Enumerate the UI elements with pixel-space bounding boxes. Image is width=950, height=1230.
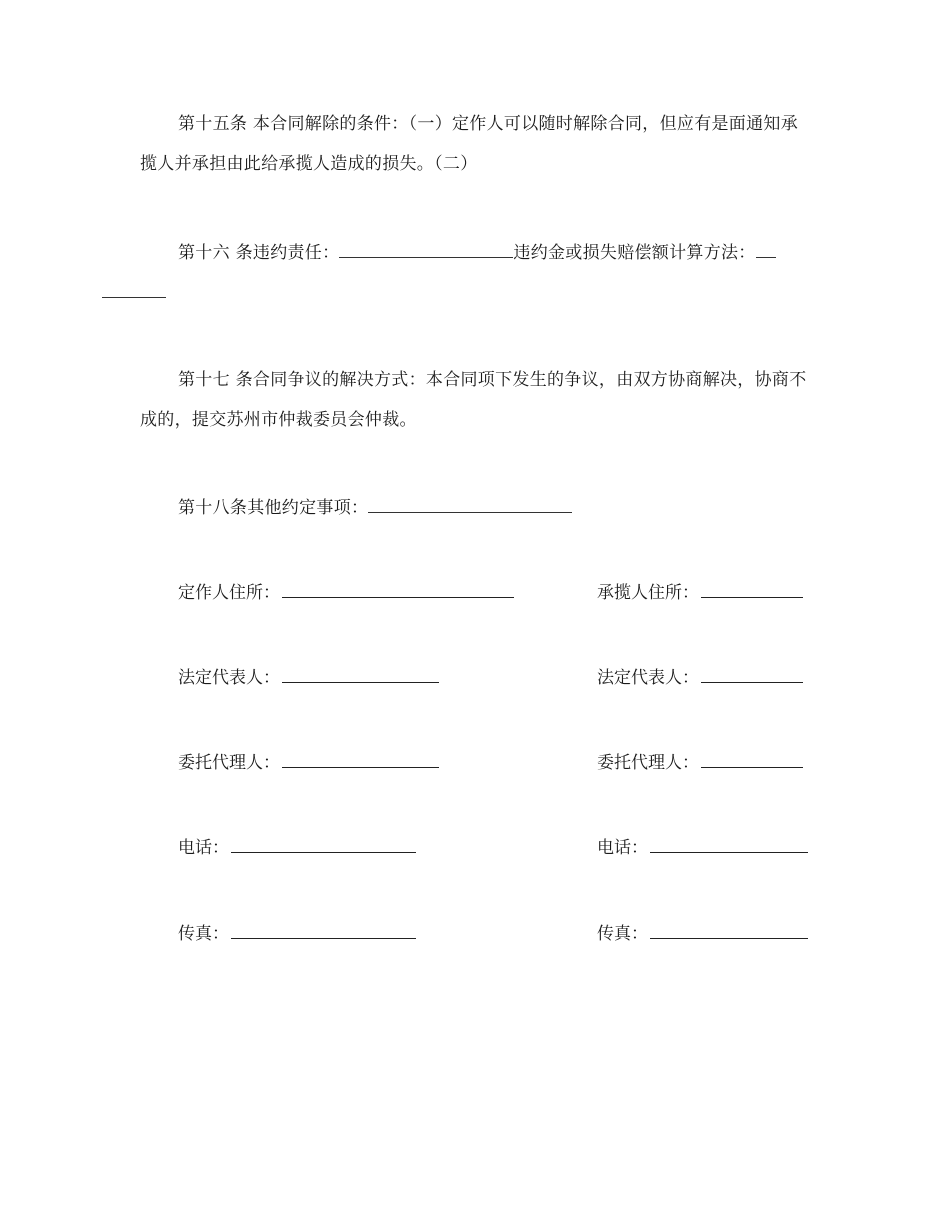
- contractor-address-line[interactable]: [701, 579, 803, 598]
- client-fax-label: 传真：: [178, 924, 229, 944]
- contractor-agent-field: [597, 749, 803, 776]
- clause-16-blank-2a[interactable]: [756, 235, 776, 258]
- clause-18: [140, 488, 812, 528]
- clause-16-text-a: 第十六 条违约责任：: [178, 243, 340, 263]
- contractor-legal-rep-field: [597, 664, 803, 691]
- contractor-fax-label: 传真：: [597, 924, 648, 944]
- client-address-field: [178, 579, 514, 606]
- contractor-fax-line[interactable]: [650, 920, 808, 939]
- client-address-label: 定作人住所：: [178, 583, 280, 603]
- client-fax-field: [178, 920, 416, 947]
- client-phone-field: [178, 834, 416, 861]
- contractor-legal-rep-label: 法定代表人：: [597, 668, 699, 688]
- contractor-phone-label: 电话：: [597, 838, 648, 858]
- clause-18-text: 第十八条其他约定事项：: [178, 498, 369, 518]
- clause-16-blank-1[interactable]: [339, 235, 513, 258]
- contractor-legal-rep-line[interactable]: [701, 664, 803, 683]
- clause-15: [140, 104, 812, 184]
- contractor-agent-label: 委托代理人：: [597, 753, 699, 773]
- client-agent-label: 委托代理人：: [178, 753, 280, 773]
- clause-17: [140, 360, 812, 440]
- client-phone-line[interactable]: [231, 834, 416, 853]
- contractor-address-field: [597, 579, 803, 606]
- client-agent-line[interactable]: [282, 749, 439, 768]
- clause-16: [140, 233, 812, 313]
- clause-15-text: 第十五条 本合同解除的条件：（一）定作人可以随时解除合同，但应有是面通知承揽人并承担由此给承揽人造成的损失。（二）: [140, 114, 799, 174]
- contractor-fax-field: [597, 920, 808, 947]
- clause-16-text-b: 违约金或损失赔偿额计算方法：: [513, 243, 756, 263]
- contractor-phone-field: [597, 834, 808, 861]
- client-agent-field: [178, 749, 439, 776]
- contractor-address-label: 承揽人住所：: [597, 583, 699, 603]
- clause-18-blank[interactable]: [368, 490, 572, 513]
- client-phone-label: 电话：: [178, 838, 229, 858]
- client-legal-rep-label: 法定代表人：: [178, 668, 280, 688]
- client-legal-rep-field: [178, 664, 439, 691]
- client-address-line[interactable]: [282, 579, 514, 598]
- clause-16-blank-2b[interactable]: [102, 275, 166, 298]
- contractor-phone-line[interactable]: [650, 834, 808, 853]
- contractor-agent-line[interactable]: [701, 749, 803, 768]
- clause-17-text: 第十七 条合同争议的解决方式：本合同项下发生的争议，由双方协商解决，协商不成的，提交苏州市仲裁委员会仲裁。: [140, 370, 807, 430]
- client-legal-rep-line[interactable]: [282, 664, 439, 683]
- client-fax-line[interactable]: [231, 920, 416, 939]
